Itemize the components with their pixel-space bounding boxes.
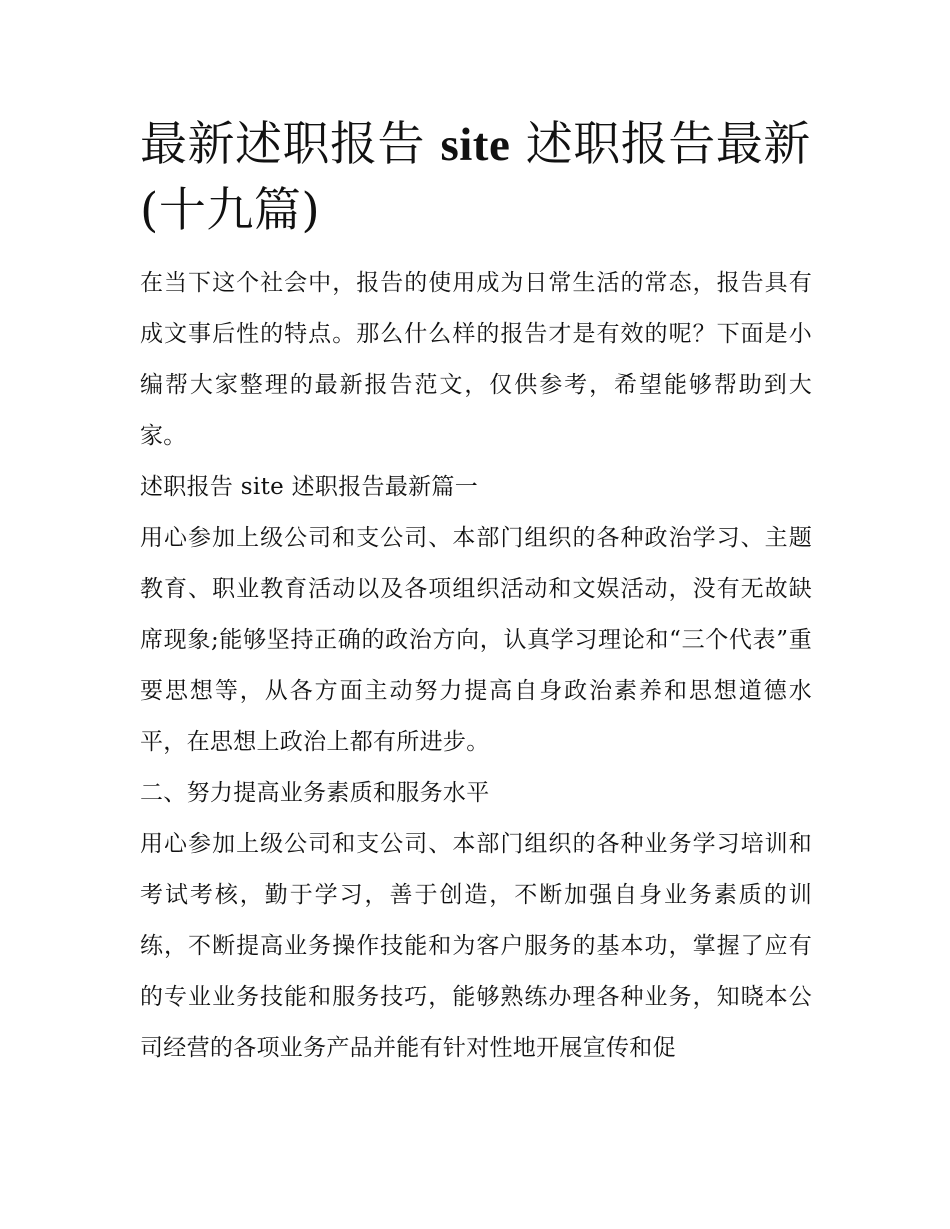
section-heading-1: 述职报告 site 述职报告最新篇一 bbox=[140, 474, 479, 500]
title-part-2: 述职报告最新(十九篇) bbox=[140, 117, 811, 238]
document-title bbox=[140, 112, 812, 244]
intro-paragraph: 在当下这个社会中，报告的使用成为日常生活的常态，报告具有成文事后性的特点。那么什么样的报告才是有效的呢？下面是小编帮大家整理的最新报告范文，仅供参考，希望能够帮助到大家。 bbox=[140, 270, 812, 449]
section-heading-2: 二、努力提高业务素质和服务水平 bbox=[140, 780, 490, 806]
title-part-1: 最新述职报告 bbox=[140, 117, 425, 172]
body-paragraph-1: 用心参加上级公司和支公司、本部门组织的各种政治学习、主题教育、职业教育活动以及各项组织活动和文娱活动，没有无故缺席现象;能够坚持正确的政治方向，认真学习理论和“三个代表”重要思想等，从各方面主动努力提高自身政治素养和思想道德水平，在思想上政治上都有所进步。 bbox=[140, 525, 812, 755]
body-paragraph-2: 用心参加上级公司和支公司、本部门组织的各种业务学习培训和考试考核，勤于学习，善于创造，不断加强自身业务素质的训练，不断提高业务操作技能和为客户服务的基本功，掌握了应有的专业业务技能和服务技巧，能够熟练办理各种业务，知晓本公司经营的各项业务产品并能有针对性地开展宣传和促 bbox=[140, 831, 812, 1061]
document-page bbox=[140, 112, 812, 1074]
title-latin-word: site bbox=[440, 119, 511, 171]
